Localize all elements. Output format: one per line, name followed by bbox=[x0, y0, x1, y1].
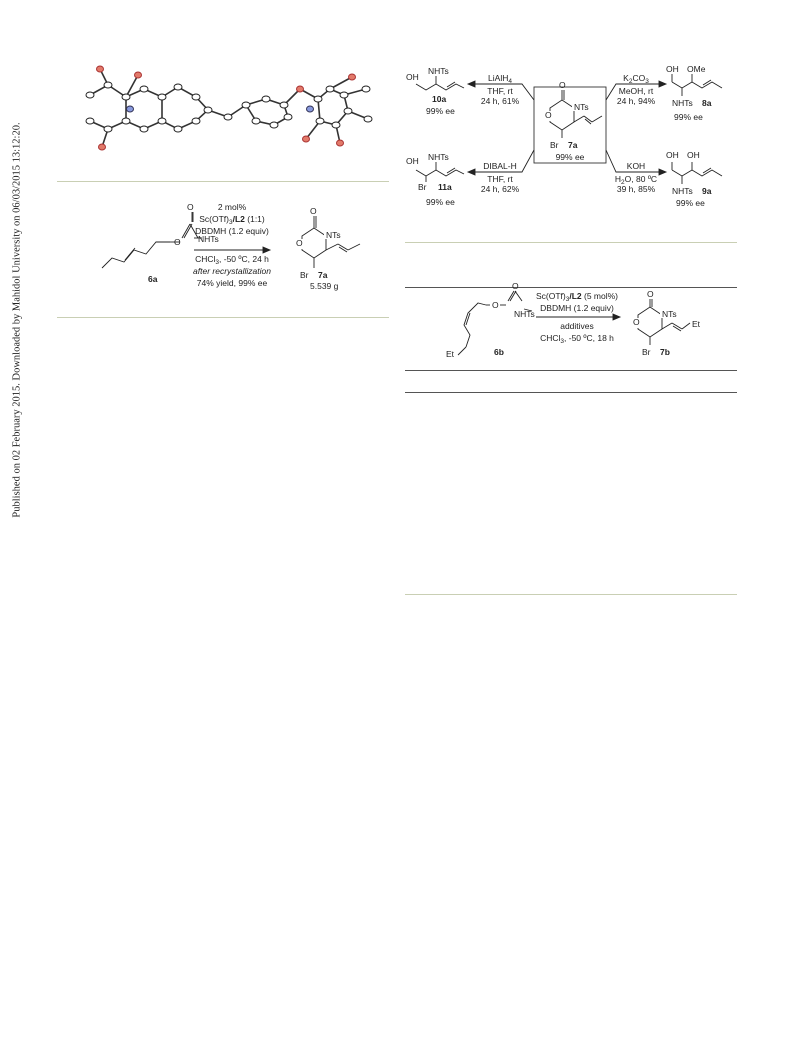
yield-line: 74% yield, 99% ee bbox=[196, 278, 268, 288]
9a-oh-2: OH bbox=[687, 150, 700, 160]
reagent-line: DBDMH (1.2 equiv) bbox=[195, 226, 269, 236]
9a-oh-1: OH bbox=[666, 150, 679, 160]
center-nts: NTs bbox=[574, 102, 589, 112]
solvent-line: CHCl$_3$, -50 ºC, 24 h bbox=[195, 254, 269, 266]
scheme-derivatization bbox=[404, 60, 738, 210]
lialh4-cond2: 24 h, 61% bbox=[480, 96, 520, 106]
product-carbonyl-oxygen: O bbox=[310, 206, 317, 216]
7b-ring-oxygen: O bbox=[633, 317, 640, 327]
substrate-carbonyl-oxygen: O bbox=[187, 202, 194, 212]
11a-label: 11a bbox=[438, 182, 452, 192]
substrate-label: 6a bbox=[148, 274, 158, 284]
dibal-cond2: 24 h, 62% bbox=[480, 184, 520, 194]
6b-ester-oxygen: O bbox=[492, 300, 499, 310]
scheme-table-header bbox=[420, 281, 720, 369]
10a-oh: OH bbox=[406, 72, 419, 82]
koh-cond1: $H_2O$, 80 ºC bbox=[614, 174, 658, 186]
product-ring-oxygen: O bbox=[296, 238, 303, 248]
10a-ee: 99% ee bbox=[426, 106, 455, 116]
8a-oh: OH bbox=[666, 64, 679, 74]
6b-solvent-line: CHCl$_3$, -50 ºC, 18 h bbox=[540, 333, 614, 345]
k2co3-cond1: MeOH, rt bbox=[618, 86, 654, 96]
k2co3-reagent: $K_2CO_3$ bbox=[623, 73, 649, 85]
7b-label: 7b bbox=[660, 347, 670, 357]
table-header-rule bbox=[405, 370, 737, 371]
recrystallization-note: after recrystallization bbox=[193, 266, 271, 276]
k2co3-cond2: 24 h, 94% bbox=[616, 96, 656, 106]
6b-reagent-line: DBDMH (1.2 equiv) bbox=[540, 303, 614, 313]
scheme-gram-scale bbox=[90, 198, 370, 294]
6b-carbonyl-oxygen: O bbox=[512, 281, 519, 291]
download-watermark bbox=[2, 0, 32, 1039]
product-label: 7a bbox=[318, 270, 328, 280]
8a-ee: 99% ee bbox=[674, 112, 703, 122]
koh-cond2: 39 h, 85% bbox=[616, 184, 656, 194]
9a-ee: 99% ee bbox=[676, 198, 705, 208]
6b-nhts: NHTs bbox=[514, 309, 535, 319]
center-label: 7a bbox=[568, 140, 578, 150]
lialh4-cond1: THF, rt bbox=[487, 86, 513, 96]
9a-nhts: NHTs bbox=[672, 186, 693, 196]
koh-reagent: KOH bbox=[626, 161, 646, 171]
11a-bromine: Br bbox=[418, 182, 427, 192]
6b-catalyst-line: $Sc(OTf)_3/L2$ (5 mol%) bbox=[535, 291, 619, 303]
10a-label: 10a bbox=[432, 94, 447, 104]
6b-ethyl: Et bbox=[446, 349, 455, 359]
table-bottom-rule bbox=[405, 594, 737, 595]
11a-nhts: NHTs bbox=[428, 152, 449, 162]
9a-label: 9a bbox=[702, 186, 712, 196]
section-divider bbox=[405, 242, 737, 243]
7b-ethyl: Et bbox=[692, 319, 701, 329]
section-divider bbox=[57, 317, 389, 318]
product-nts: NTs bbox=[326, 230, 341, 240]
8a-ome: OMe bbox=[687, 64, 706, 74]
table-body-rule bbox=[405, 392, 737, 393]
8a-nhts: NHTs bbox=[672, 98, 693, 108]
catalyst-line: $Sc(OTf)_3/L2$ (1:1) bbox=[199, 214, 265, 226]
center-bromine: Br bbox=[550, 140, 559, 150]
substrate-ester-oxygen: O bbox=[174, 237, 181, 247]
dibal-reagent: DIBAL-H bbox=[483, 161, 517, 171]
table-top-rule bbox=[405, 287, 737, 288]
center-carbonyl-oxygen: O bbox=[559, 80, 566, 90]
6b-additives: additives bbox=[560, 321, 594, 331]
6b-label: 6b bbox=[494, 347, 504, 357]
11a-ee: 99% ee bbox=[426, 197, 455, 207]
7b-carbonyl-oxygen: O bbox=[647, 289, 654, 299]
crystal-structure-figure bbox=[78, 55, 380, 165]
8a-label: 8a bbox=[702, 98, 712, 108]
substrate-nhts: NHTs bbox=[198, 234, 219, 244]
dibal-cond1: THF, rt bbox=[487, 174, 513, 184]
center-ee: 99% ee bbox=[555, 152, 585, 162]
product-bromine: Br bbox=[300, 270, 309, 280]
catalyst-loading: 2 mol% bbox=[217, 202, 247, 212]
10a-nhts: NHTs bbox=[428, 66, 449, 76]
download-watermark-text: Published on 02 February 2015. Downloaded by Mahidol University on 06/03/2015 13:12:20. bbox=[11, 122, 23, 518]
center-ring-oxygen: O bbox=[545, 110, 552, 120]
product-mass: 5.539 g bbox=[310, 281, 339, 291]
7b-bromine: Br bbox=[642, 347, 651, 357]
7b-nts: NTs bbox=[662, 309, 677, 319]
section-divider bbox=[57, 181, 389, 182]
lialh4-reagent: LiAlH$_4$ bbox=[488, 73, 512, 85]
11a-oh: OH bbox=[406, 156, 419, 166]
